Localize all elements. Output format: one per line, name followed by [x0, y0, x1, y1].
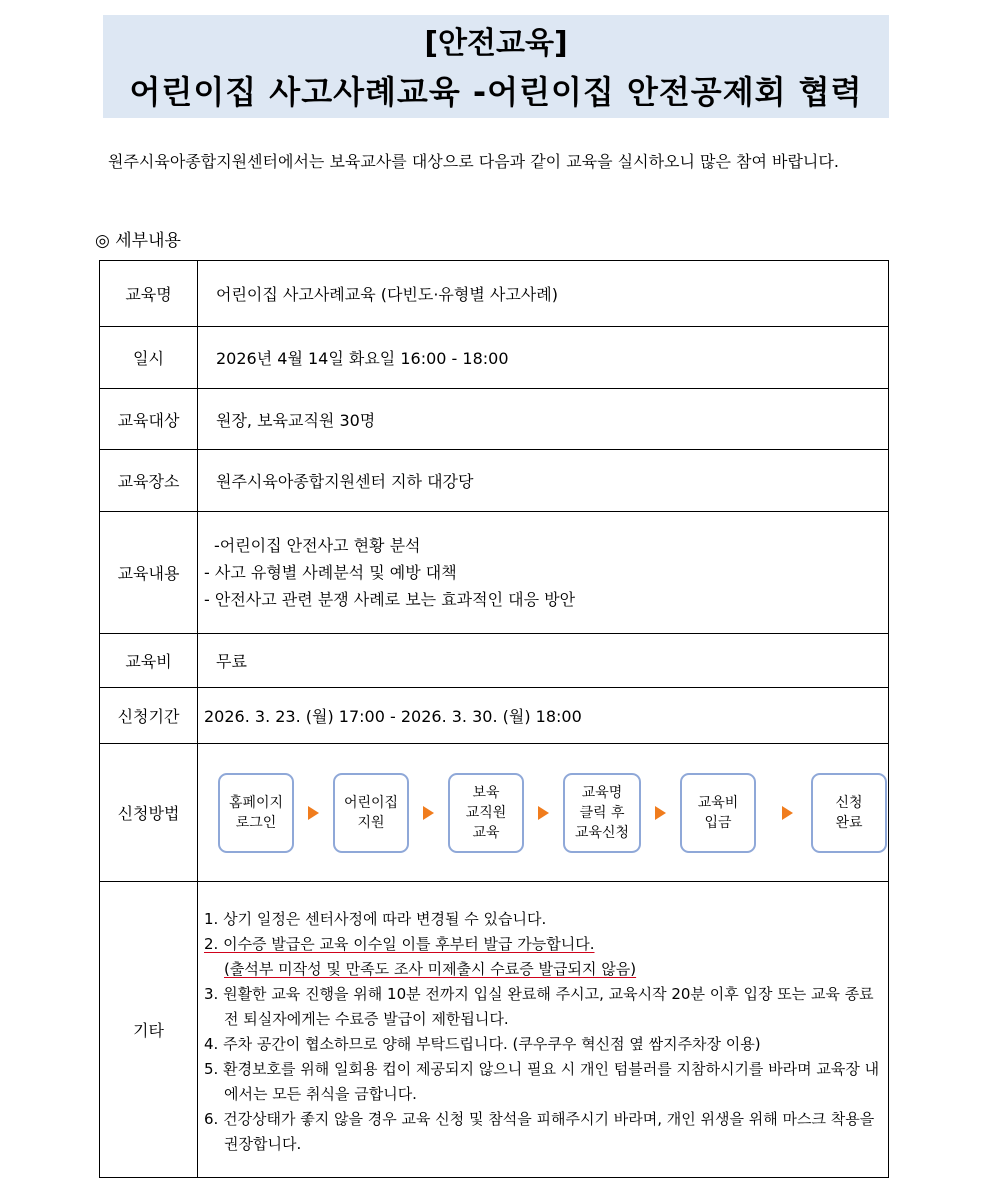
step-box: [218, 773, 294, 853]
row-label: 교육내용: [100, 512, 198, 634]
step-text: 입금: [704, 814, 732, 831]
content-line: -어린이집 안전사고 현황 분석: [214, 536, 421, 555]
step-text: 교육: [472, 824, 500, 841]
row-value: [198, 744, 889, 882]
step-text: 완료: [835, 814, 863, 831]
title-banner: [103, 15, 889, 118]
table-row: [100, 512, 889, 634]
arrow-right-icon: [655, 806, 666, 820]
step-text: 어린이집: [343, 794, 399, 811]
step-box: [811, 773, 887, 853]
step-text: 로그인: [235, 814, 277, 831]
row-label: 교육비: [100, 634, 198, 688]
table-row: [100, 688, 889, 744]
application-steps: [198, 773, 888, 853]
table-row: [100, 634, 889, 688]
row-value: [198, 882, 889, 1178]
step-text: 신청: [835, 794, 863, 811]
row-label: 교육명: [100, 261, 198, 327]
arrow-right-icon: [308, 806, 319, 820]
row-value: 2026. 3. 23. (월) 17:00 - 2026. 3. 30. (월) 18:00: [198, 688, 889, 744]
row-value: 원주시육아종합지원센터 지하 대강당: [198, 450, 889, 512]
step-text: 교육신청: [574, 824, 630, 841]
table-row: [100, 389, 889, 450]
table-row: [100, 744, 889, 882]
title-category: [안전교육]: [424, 26, 568, 61]
step-text: 교육명: [581, 784, 623, 801]
row-value: 어린이집 사고사례교육 (다빈도·유형별 사고사례): [198, 261, 889, 327]
step-text: 지원: [357, 814, 385, 831]
notes-list: [198, 895, 888, 1165]
step-box: [333, 773, 409, 853]
row-value: 원장, 보육교직원 30명: [198, 389, 889, 450]
row-label: 교육장소: [100, 450, 198, 512]
table-row: [100, 450, 889, 512]
step-box: [680, 773, 756, 853]
row-label: 신청기간: [100, 688, 198, 744]
step-text: 교육비: [697, 794, 739, 811]
section-heading: ◎ 세부내용: [95, 231, 181, 251]
row-label: 기타: [100, 882, 198, 1178]
arrow-right-icon: [538, 806, 549, 820]
step-text: 클릭 후: [579, 804, 625, 821]
arrow-right-icon: [423, 806, 434, 820]
page-title: 어린이집 사고사례교육 -어린이집 안전공제회 협력: [129, 73, 863, 111]
table-row: [100, 327, 889, 389]
step-text: 홈페이지: [228, 794, 284, 811]
info-table: [99, 260, 889, 1178]
table-row: [100, 882, 889, 1178]
note-item: 6. 건강상태가 좋지 않을 경우 교육 신청 및 참석을 피해주시기 바라며, 개인 위생을 위해 마스크 착용을 권장합니다.: [204, 1109, 875, 1153]
table-row: [100, 261, 889, 327]
content-line: - 안전사고 관련 분쟁 사례로 보는 효과적인 대응 방안: [204, 590, 576, 609]
row-label: 일시: [100, 327, 198, 389]
step-box: [448, 773, 524, 853]
intro-text: 원주시육아종합지원센터에서는 보육교사를 대상으로 다음과 같이 교육을 실시하오니 많은 참여 바랍니다.: [108, 152, 839, 171]
arrow-right-icon: [782, 806, 793, 820]
note-item: 4. 주차 공간이 협소하므로 양해 부탁드립니다. (쿠우쿠우 혁신점 옆 쌈지주차장 이용): [204, 1034, 761, 1053]
note-item-highlighted: (출석부 미작성 및 만족도 조사 미제출시 수료증 발급되지 않음): [224, 959, 637, 978]
note-item: 5. 환경보호를 위해 일회용 컵이 제공되지 않으니 필요 시 개인 텀블러를 지참하시기를 바라며 교육장 내에서는 모든 취식을 금합니다.: [204, 1059, 880, 1103]
row-value: 2026년 4월 14일 화요일 16:00 - 18:00: [198, 327, 889, 389]
row-label: 신청방법: [100, 744, 198, 882]
note-item-highlighted: 2. 이수증 발급은 교육 이수일 이틀 후부터 발급 가능합니다.: [204, 934, 595, 953]
step-text: 보육: [472, 784, 500, 801]
content-line: - 사고 유형별 사례분석 및 예방 대책: [204, 563, 457, 582]
note-item: 1. 상기 일정은 센터사정에 따라 변경될 수 있습니다.: [204, 909, 547, 928]
step-box: [563, 773, 641, 853]
row-value: 무료: [198, 634, 889, 688]
note-item: 3. 원활한 교육 진행을 위해 10분 전까지 입실 완료해 주시고, 교육시작 20분 이후 입장 또는 교육 종료 전 퇴실자에게는 수료증 발급이 제한됩니다.: [204, 984, 874, 1028]
row-label: 교육대상: [100, 389, 198, 450]
step-text: 교직원: [465, 804, 507, 821]
row-value: [198, 512, 889, 634]
